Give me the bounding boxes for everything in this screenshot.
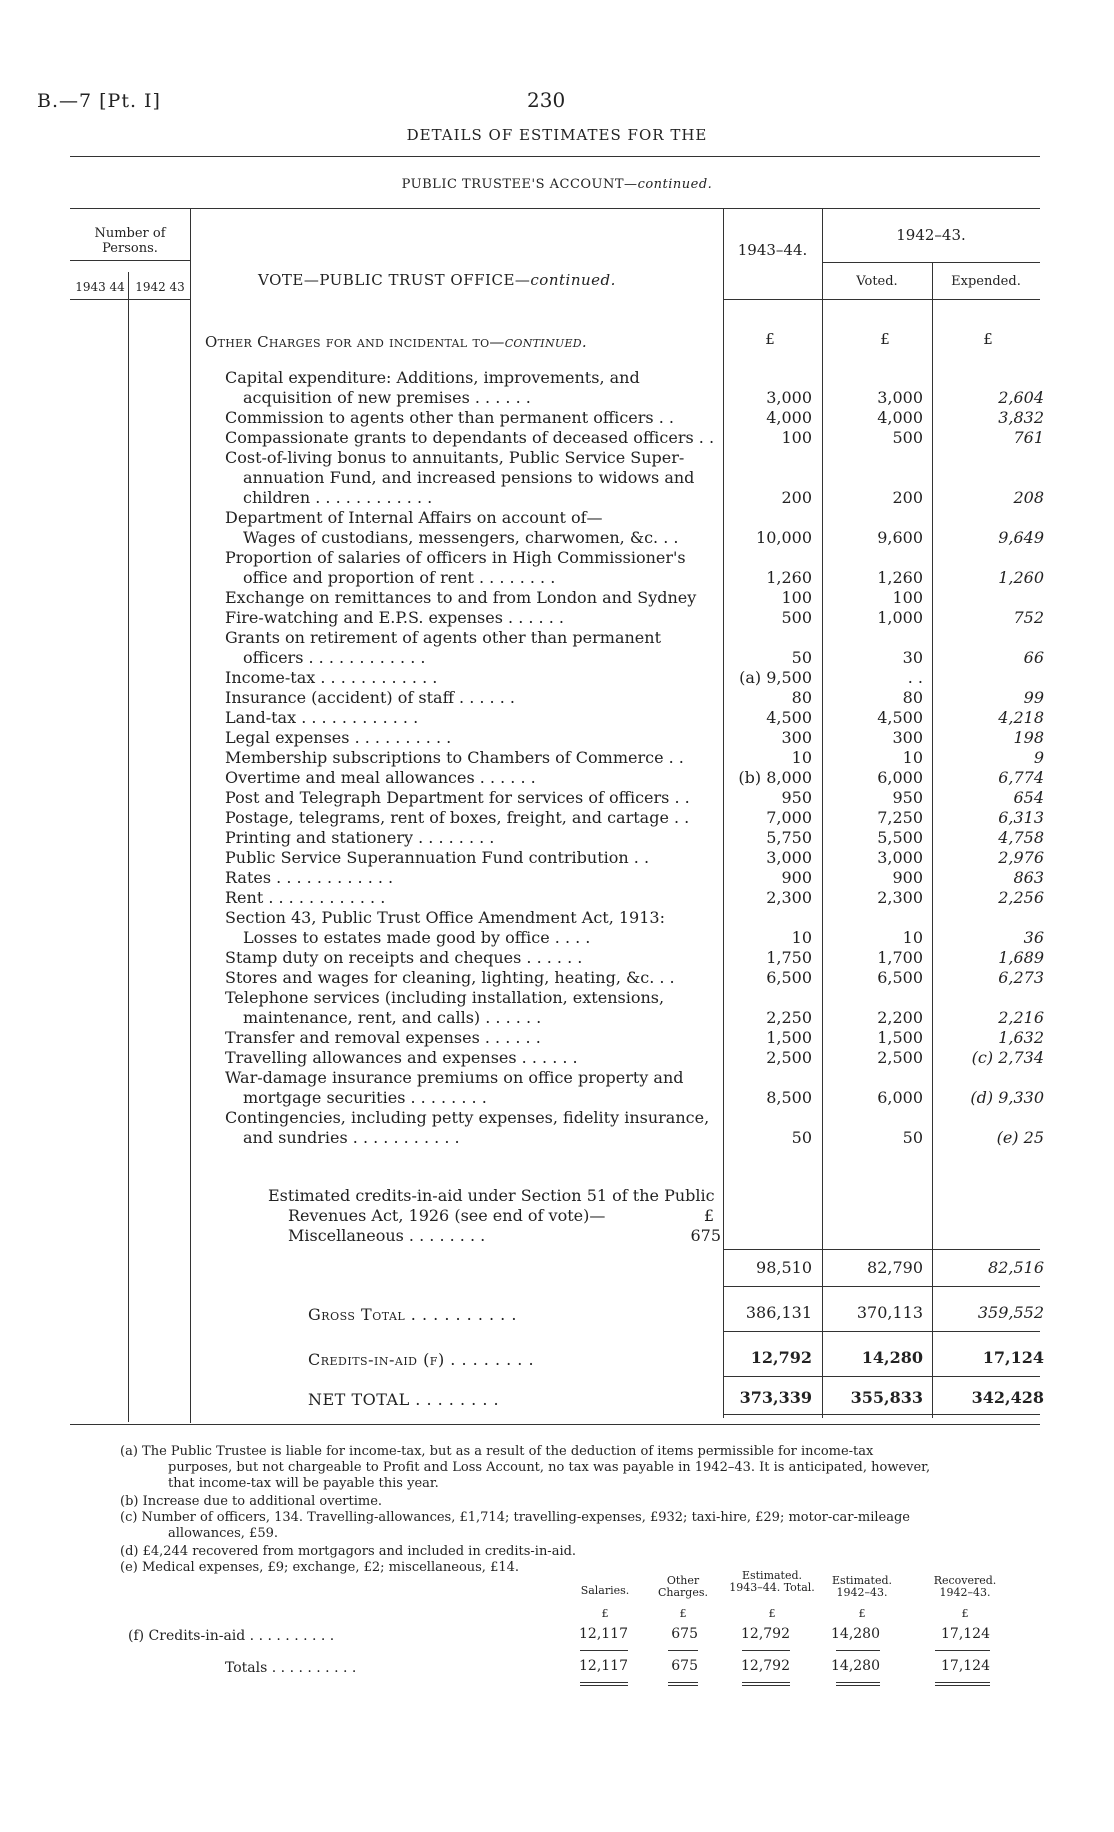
item-label-line: Public Service Superannuation Fund contribution . . (225, 848, 650, 867)
amount-1943-44: 4,000 (766, 408, 812, 427)
amount-voted: 6,500 (877, 968, 923, 987)
amount-voted: 1,260 (877, 568, 923, 587)
item-label-line: Legal expenses . . . . . . . . . . (225, 728, 452, 747)
amount-expended: (c) 2,734 (971, 1048, 1044, 1067)
amount-voted: 4,000 (877, 408, 923, 427)
expended-header: Expended. (951, 274, 1021, 289)
amount-expended: (d) 9,330 (970, 1088, 1044, 1107)
amount-1943-44: 100 (781, 588, 812, 607)
amount-1943-44: 900 (781, 868, 812, 887)
amount-voted: 2,500 (877, 1048, 923, 1067)
net-total-rule (723, 1414, 1040, 1415)
amount-voted: 50 (902, 1128, 923, 1147)
pound-sign: £ (983, 330, 993, 348)
title-rule (70, 156, 1040, 157)
item-label-line: Losses to estates made good by office . . . . (243, 928, 591, 947)
gross-total-rule (723, 1331, 1040, 1332)
item-label-line: Travelling allowances and expenses . . . . . . (225, 1048, 578, 1067)
gross-total-expended: 359,552 (977, 1303, 1044, 1322)
amount-1943-44: 1,750 (766, 948, 812, 967)
amount-expended: 2,256 (998, 888, 1044, 907)
amount-1943-44: 10,000 (756, 528, 812, 547)
item-label-line: Commission to agents other than permanent officers . . (225, 408, 674, 427)
col-expended-divider (932, 262, 933, 1418)
gross-total-1943-44: 386,131 (745, 1303, 812, 1322)
item-label-line: Transfer and removal expenses . . . . . . (225, 1028, 541, 1047)
amount-voted: 900 (892, 868, 923, 887)
footnote-line: purposes, but not chargeable to Profit and Loss Account, no tax was payable in 1942–43. It is anticipated, however, (168, 1460, 931, 1475)
amount-1943-44: 7,000 (766, 808, 812, 827)
item-label-line: Overtime and meal allowances . . . . . . (225, 768, 536, 787)
item-label-line: Printing and stationery . . . . . . . . (225, 828, 495, 847)
amount-1943-44: (a) 9,500 (739, 668, 812, 687)
footnote-line: (d) £4,244 recovered from mortgagors and included in credits-in-aid. (120, 1544, 577, 1559)
net-total-expended: 342,428 (971, 1388, 1044, 1407)
amount-expended: 6,313 (998, 808, 1044, 827)
footnote-line: (a) The Public Trustee is liable for income-tax, but as a result of the deduction of items permissible for income-tax (120, 1444, 874, 1459)
amount-1943-44: 4,500 (766, 708, 812, 727)
amount-expended: 9,649 (998, 528, 1044, 547)
footer-total-rule (668, 1685, 698, 1686)
item-label-line: mortgage securities . . . . . . . . (243, 1088, 487, 1107)
amount-voted: 1,700 (877, 948, 923, 967)
amount-1943-44: 10 (791, 928, 812, 947)
amount-expended: 2,216 (998, 1008, 1044, 1027)
item-label-line: acquisition of new premises . . . . . . (243, 388, 531, 407)
amount-expended: 1,260 (998, 568, 1044, 587)
col-voted-divider (822, 208, 823, 1418)
persons-header: Number of Persons. (94, 226, 166, 256)
amount-1943-44: 50 (791, 1128, 812, 1147)
persons-year-rule (70, 299, 190, 300)
footer-total-rule (668, 1682, 698, 1683)
footer-total-rule (836, 1682, 880, 1683)
item-label-line: Compassionate grants to dependants of deceased officers . . (225, 428, 715, 447)
credits-note-pound: £ (703, 1206, 714, 1225)
footer-pound-sign: £ (601, 1607, 609, 1620)
amount-expended: 99 (1023, 688, 1044, 707)
amount-voted: 10 (902, 748, 923, 767)
footer-col-header: Estimated. 1942–43. (831, 1574, 893, 1599)
credits-note-line2: Revenues Act, 1926 (see end of vote)— (288, 1206, 606, 1225)
footer-cell: 12,792 (741, 1658, 790, 1674)
item-label-line: Grants on retirement of agents other than permanent (225, 628, 661, 647)
item-label-line: Land-tax . . . . . . . . . . . . (225, 708, 419, 727)
section-title: Other Charges for and incidental to—continued. (205, 333, 587, 351)
footer-row-label: Totals . . . . . . . . . . (225, 1660, 357, 1676)
amount-voted: 2,200 (877, 1008, 923, 1027)
footer-total-rule (742, 1685, 790, 1686)
item-label-line: Cost-of-living bonus to annuitants, Public Service Super- (225, 448, 685, 467)
footer-cell: 14,280 (831, 1626, 880, 1642)
item-label-line: Income-tax . . . . . . . . . . . . (225, 668, 438, 687)
subtotal-voted: 82,790 (867, 1258, 923, 1277)
pound-sign: £ (765, 330, 775, 348)
amount-expended: 1,689 (998, 948, 1044, 967)
amount-voted: 7,250 (877, 808, 923, 827)
item-label-line: maintenance, rent, and calls) . . . . . . (243, 1008, 542, 1027)
amount-voted: 3,000 (877, 388, 923, 407)
amount-1943-44: (b) 8,000 (738, 768, 812, 787)
persons-year-divider (128, 272, 129, 1422)
footer-col-header: Salaries. (580, 1584, 630, 1597)
account-subtitle: PUBLIC TRUSTEE'S ACCOUNT—continued. (401, 177, 713, 192)
amount-voted: 30 (902, 648, 923, 667)
item-label-line: War-damage insurance premiums on office property and (225, 1068, 684, 1087)
item-label-line: Insurance (accident) of staff . . . . . . (225, 688, 515, 707)
footnote-line: allowances, £59. (168, 1526, 278, 1541)
amount-voted: 1,500 (877, 1028, 923, 1047)
footer-total-rule (836, 1650, 880, 1651)
footer-pound-sign: £ (768, 1607, 776, 1620)
amount-expended: 3,832 (998, 408, 1044, 427)
net-total-1943-44: 373,339 (739, 1388, 812, 1407)
footer-col-header: Recovered. 1942–43. (933, 1574, 997, 1599)
amount-expended: 1,632 (998, 1028, 1044, 1047)
amount-1943-44: 80 (791, 688, 812, 707)
amount-expended: 198 (1013, 728, 1044, 747)
footer-total-rule (668, 1650, 698, 1651)
amount-1943-44: 3,000 (766, 388, 812, 407)
item-label-line: Postage, telegrams, rent of boxes, freight, and cartage . . (225, 808, 690, 827)
footer-cell: 12,792 (741, 1626, 790, 1642)
amount-voted: 4,500 (877, 708, 923, 727)
footer-col-header: Other Charges. (657, 1574, 708, 1599)
item-label-line: annuation Fund, and increased pensions to widows and (243, 468, 695, 487)
amount-1943-44: 100 (781, 428, 812, 447)
footer-cell: 12,117 (579, 1626, 628, 1642)
subtotal-1943-44: 98,510 (756, 1258, 812, 1277)
footer-pound-sign: £ (858, 1607, 866, 1620)
amount-voted: 300 (892, 728, 923, 747)
net-total-label: NET TOTAL . . . . . . . . (308, 1390, 500, 1409)
pound-sign: £ (880, 330, 890, 348)
footer-pound-sign: £ (961, 1607, 969, 1620)
amount-1943-44: 2,500 (766, 1048, 812, 1067)
item-label-line: Fire-watching and E.P.S. expenses . . . . . . (225, 608, 564, 627)
amount-voted: 200 (892, 488, 923, 507)
col-1943-divider (723, 208, 724, 1418)
amount-expended: 6,273 (998, 968, 1044, 987)
item-label-line: Membership subscriptions to Chambers of Commerce . . (225, 748, 684, 767)
item-label-line: Capital expenditure: Additions, improvements, and (225, 368, 640, 387)
credits-in-aid-rule (723, 1376, 1040, 1377)
credits-note-line1: Estimated credits-in-aid under Section 51 of the Public (268, 1186, 715, 1205)
amount-voted: 80 (902, 688, 923, 707)
credits-in-aid-expended: 17,124 (982, 1348, 1044, 1367)
amount-expended: 761 (1013, 428, 1044, 447)
footer-total-rule (580, 1682, 628, 1683)
amount-voted: . . (907, 668, 923, 687)
amount-voted: 5,500 (877, 828, 923, 847)
footer-total-rule (580, 1650, 628, 1651)
item-label-line: Rent . . . . . . . . . . . . (225, 888, 386, 907)
col-1942-43-header: 1942–43. (896, 226, 966, 244)
credits-in-aid-voted: 14,280 (861, 1348, 923, 1367)
amount-voted: 2,300 (877, 888, 923, 907)
credits-misc-label: Miscellaneous . . . . . . . . (288, 1226, 486, 1245)
amount-1943-44: 2,300 (766, 888, 812, 907)
item-label-line: Section 43, Public Trust Office Amendment Act, 1913: (225, 908, 665, 927)
footnote-line: that income-tax will be payable this year. (168, 1476, 439, 1491)
table-top-rule (70, 208, 1040, 209)
credits-in-aid-label: Credits-in-aid (f) . . . . . . . . (308, 1350, 535, 1369)
amount-voted: 100 (892, 588, 923, 607)
item-label-line: Rates . . . . . . . . . . . . (225, 868, 394, 887)
amount-1943-44: 1,260 (766, 568, 812, 587)
document-reference: B.—7 [Pt. I] (37, 90, 161, 112)
amount-1943-44: 10 (791, 748, 812, 767)
item-label-line: officers . . . . . . . . . . . . (243, 648, 426, 667)
amount-1943-44: 500 (781, 608, 812, 627)
footer-total-rule (580, 1685, 628, 1686)
page-title: DETAILS OF ESTIMATES FOR THE (406, 126, 708, 144)
amount-1943-44: 50 (791, 648, 812, 667)
amount-1943-44: 3,000 (766, 848, 812, 867)
amount-expended: 2,976 (998, 848, 1044, 867)
footer-total-rule (935, 1682, 990, 1683)
footer-row-label: (f) Credits-in-aid . . . . . . . . . . (128, 1628, 335, 1644)
year-1942-43-label: 1942 43 (135, 280, 185, 294)
amount-voted: 500 (892, 428, 923, 447)
amount-expended: 36 (1023, 928, 1044, 947)
amount-voted: 950 (892, 788, 923, 807)
table-bottom-rule (70, 1424, 1040, 1425)
amount-voted: 9,600 (877, 528, 923, 547)
amount-voted: 6,000 (877, 1088, 923, 1107)
amount-1943-44: 5,750 (766, 828, 812, 847)
amount-expended: 2,604 (998, 388, 1044, 407)
amount-1943-44: 1,500 (766, 1028, 812, 1047)
amount-voted: 6,000 (877, 768, 923, 787)
item-label-line: Exchange on remittances to and from London and Sydney (225, 588, 697, 607)
persons-col-divider (190, 208, 191, 1423)
footer-total-rule (836, 1685, 880, 1686)
net-total-voted: 355,833 (850, 1388, 923, 1407)
item-label-line: Stores and wages for cleaning, lighting, heating, &c. . . (225, 968, 675, 987)
footnote-line: (b) Increase due to additional overtime. (120, 1494, 383, 1509)
amount-1943-44: 2,250 (766, 1008, 812, 1027)
subtotal-rule (723, 1249, 1040, 1250)
subtotal-bottom-rule (723, 1286, 1040, 1287)
amount-expended: 752 (1013, 608, 1044, 627)
persons-header-rule (70, 260, 190, 261)
col-1943-44-header: 1943–44. (737, 241, 808, 259)
credits-misc-value: 675 (690, 1226, 721, 1245)
footer-total-rule (742, 1650, 790, 1651)
vote-title: VOTE—PUBLIC TRUST OFFICE—continued. (258, 271, 616, 289)
footer-cell: 675 (671, 1626, 698, 1642)
footnote-line: (c) Number of officers, 134. Travelling-allowances, £1,714; travelling-expenses, £932; taxi-hire, £29; motor-car-mileage (120, 1510, 911, 1525)
footer-total-rule (935, 1685, 990, 1686)
item-label-line: and sundries . . . . . . . . . . . (243, 1128, 460, 1147)
voted-header: Voted. (856, 274, 898, 289)
amount-voted: 1,000 (877, 608, 923, 627)
item-label-line: office and proportion of rent . . . . . . . . (243, 568, 556, 587)
amount-expended: 4,758 (998, 828, 1044, 847)
item-label-line: Post and Telegraph Department for services of officers . . (225, 788, 690, 807)
footer-cell: 12,117 (579, 1658, 628, 1674)
amount-1943-44: 200 (781, 488, 812, 507)
footer-total-rule (935, 1650, 990, 1651)
footnote-line: (e) Medical expenses, £9; exchange, £2; miscellaneous, £14. (120, 1560, 520, 1575)
gross-total-voted: 370,113 (856, 1303, 923, 1322)
amount-expended: 654 (1013, 788, 1044, 807)
amount-voted: 10 (902, 928, 923, 947)
footer-total-rule (742, 1682, 790, 1683)
amount-1943-44: 950 (781, 788, 812, 807)
amount-1943-44: 6,500 (766, 968, 812, 987)
item-label-line: Stamp duty on receipts and cheques . . . . . . (225, 948, 583, 967)
gross-total-label: Gross Total . . . . . . . . . . (308, 1305, 517, 1324)
amount-expended: 6,774 (998, 768, 1044, 787)
amount-1943-44: 300 (781, 728, 812, 747)
item-label-line: Telephone services (including installation, extensions, (225, 988, 665, 1007)
amount-expended: 4,218 (998, 708, 1044, 727)
footer-cell: 14,280 (831, 1658, 880, 1674)
year-1943-44-label: 1943 44 (75, 280, 125, 294)
amount-header-rule (723, 299, 1040, 300)
amount-expended: 863 (1013, 868, 1044, 887)
amount-expended: 208 (1013, 488, 1044, 507)
footer-col-header: Estimated. 1943–44. Total. (729, 1569, 815, 1594)
item-label-line: Contingencies, including petty expenses, fidelity insurance, (225, 1108, 710, 1127)
amount-expended: (e) 25 (996, 1128, 1044, 1147)
credits-in-aid-1943-44: 12,792 (750, 1348, 812, 1367)
footer-cell: 17,124 (941, 1626, 990, 1642)
item-label-line: Department of Internal Affairs on account of— (225, 508, 603, 527)
amount-expended: 9 (1033, 748, 1044, 767)
amount-1943-44: 8,500 (766, 1088, 812, 1107)
item-label-line: Wages of custodians, messengers, charwomen, &c. . . (243, 528, 679, 547)
footer-cell: 675 (671, 1658, 698, 1674)
page-number: 230 (527, 88, 566, 112)
item-label-line: Proportion of salaries of officers in High Commissioner's (225, 548, 686, 567)
item-label-line: children . . . . . . . . . . . . (243, 488, 433, 507)
subtotal-expended: 82,516 (988, 1258, 1044, 1277)
amount-expended: 66 (1023, 648, 1044, 667)
voted-header-rule (822, 262, 1040, 263)
footer-cell: 17,124 (941, 1658, 990, 1674)
footer-pound-sign: £ (679, 1607, 687, 1620)
amount-voted: 3,000 (877, 848, 923, 867)
